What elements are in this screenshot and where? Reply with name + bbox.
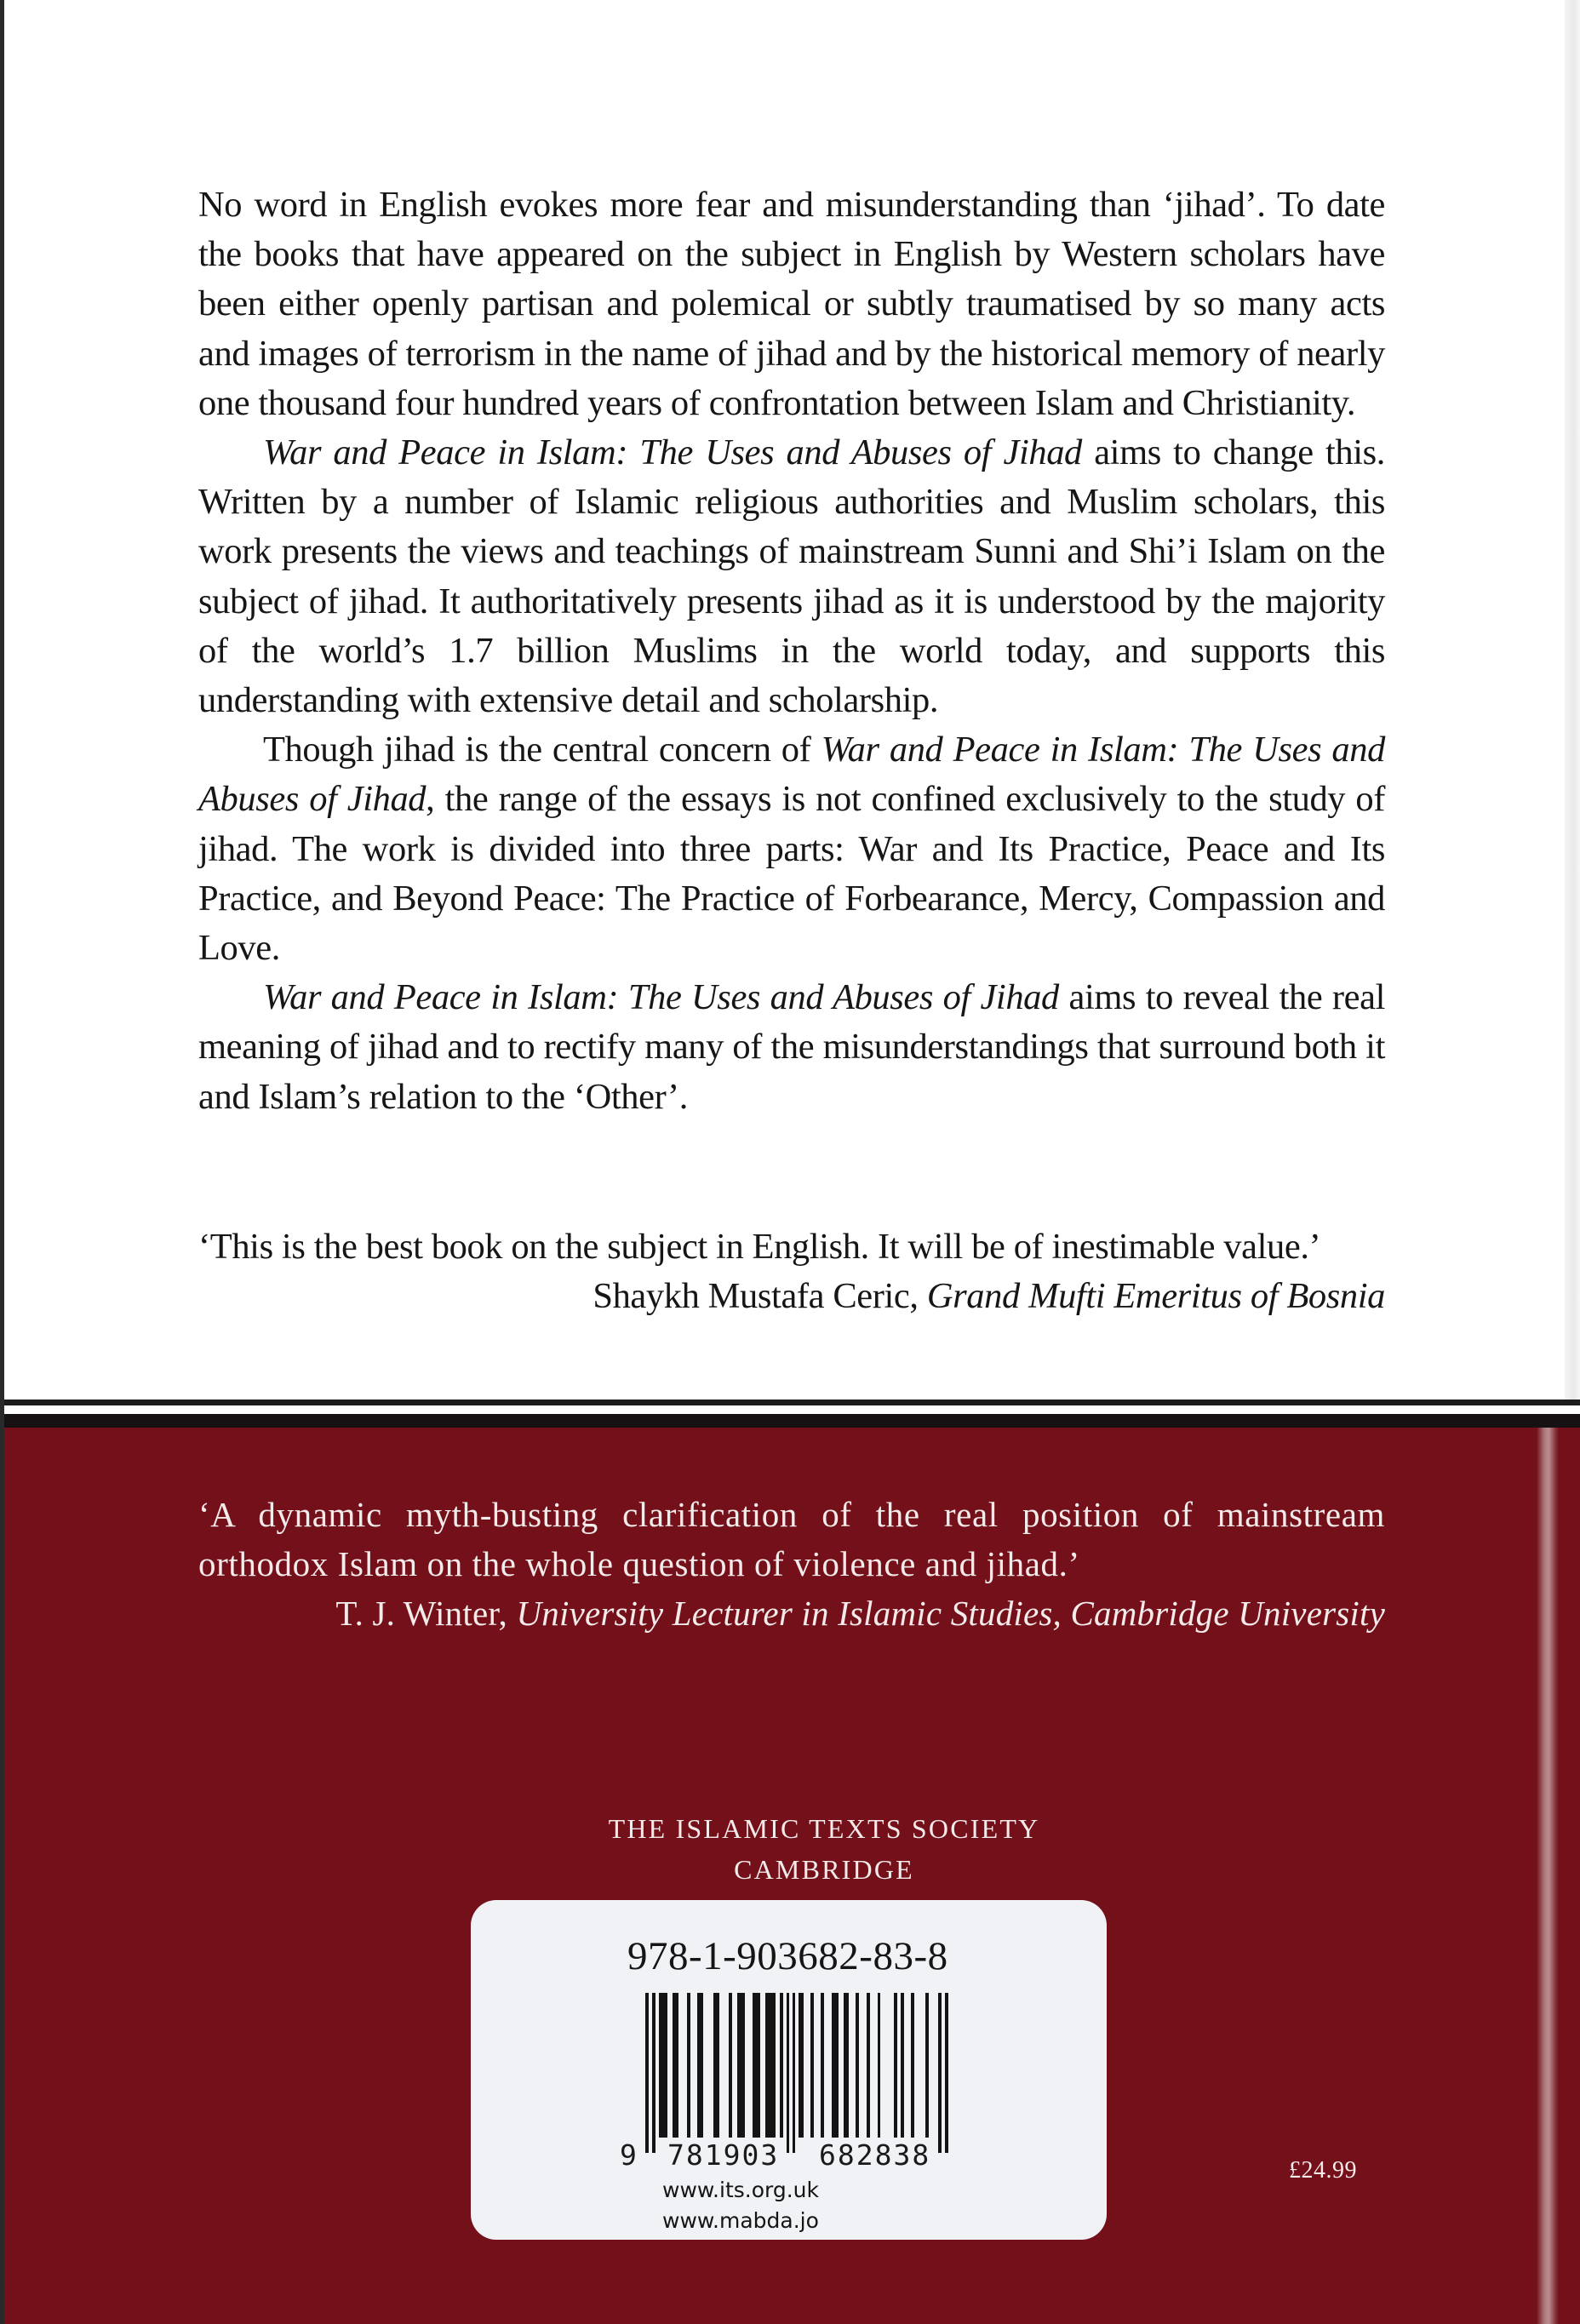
isbn-number: 978-1-903682-83-8: [627, 1934, 948, 1978]
endorsement-attribution: Shaykh Mustafa Ceric, Grand Mufti Emeritus of Bosnia: [592, 1276, 1385, 1316]
barcode-icon: [645, 1993, 953, 2153]
endorsement-quote: ‘This is the best book on the subject in English. It will be of inestimable value.’: [198, 1227, 1321, 1267]
endorsement-quote: ‘A dynamic myth-busting clarification of the real position of mainstream orthodox Islam on the whole question of violence and jihad.’: [198, 1495, 1385, 1583]
barcode-digit-first: 9: [620, 2138, 638, 2172]
book-title-italic: War and Peace in Islam: The Uses and Abuses of Jihad: [198, 730, 1385, 820]
blurb-paragraph-4: War and Peace in Islam: The Uses and Abuses of Jihad aims to reveal the real meaning of jihad and to rectify many of the misunderstandings that surround both it and Islam’s relation to the ‘Other’.: [198, 977, 1385, 1117]
blurb-paragraph-2: War and Peace in Islam: The Uses and Abuses of Jihad aims to change this. Written by a number of Islamic religious authorities and Muslim scholars, this work presents the views and teachings of mainstream Sunni and Shi’i Islam on the subject of jihad. It authoritatively presents jihad as it is understood by the majority of the world’s 1.7 billion Muslims in the world today, and supports this understanding with extensive detail and scholarship.: [198, 432, 1385, 721]
spine-crease: [1565, 0, 1580, 1400]
endorsement-attribution: T. J. Winter, University Lecturer in Islamic Studies, Cambridge University: [335, 1594, 1385, 1633]
book-title-italic: War and Peace in Islam: The Uses and Abuses of Jihad: [263, 977, 1059, 1018]
endorsement-tj-winter: [198, 1490, 1385, 1638]
divider-thin-rule: [4, 1400, 1580, 1405]
divider-gap: [4, 1405, 1580, 1414]
barcode-digits-right: 682838: [819, 2138, 931, 2172]
divider-thick-rule: [4, 1414, 1580, 1428]
endorsement-mustafa-ceric: [198, 1222, 1385, 1321]
url-mabda[interactable]: www.mabda.jo: [662, 2208, 819, 2233]
publisher-imprint: [0, 1808, 1580, 1890]
publisher-city: CAMBRIDGE: [734, 1854, 914, 1885]
blurb-paragraph-1: No word in English evokes more fear and misunderstanding than ‘jihad’. To date the books that have appeared on the subject in English by Western scholars have been either openly partisan and polemical or subtly traumatised by so many acts and images of terrorism in the name of jihad and by the historical memory of nearly one thousand four hundred years of confrontation between Islam and Christianity.: [198, 185, 1385, 423]
price-label: £24.99: [1289, 2157, 1357, 2184]
publisher-name: THE ISLAMIC TEXTS SOCIETY: [608, 1813, 1040, 1844]
book-title-italic: War and Peace in Islam: The Uses and Abuses of Jihad: [263, 432, 1082, 473]
blurb-paragraph-3: Though jihad is the central concern of War and Peace in Islam: The Uses and Abuses of Jihad, the range of the essays is not confined exclusively to the study of jihad. The work is divided into three parts: War and Its Practice, Peace and Its Practice, and Beyond Peace: The Practice of Forbearance, Mercy, Compassion and Love.: [198, 730, 1385, 969]
url-its[interactable]: www.its.org.uk: [662, 2178, 819, 2202]
barcode-digits-left: 781903: [667, 2138, 780, 2172]
blurb-text: [198, 180, 1385, 1122]
